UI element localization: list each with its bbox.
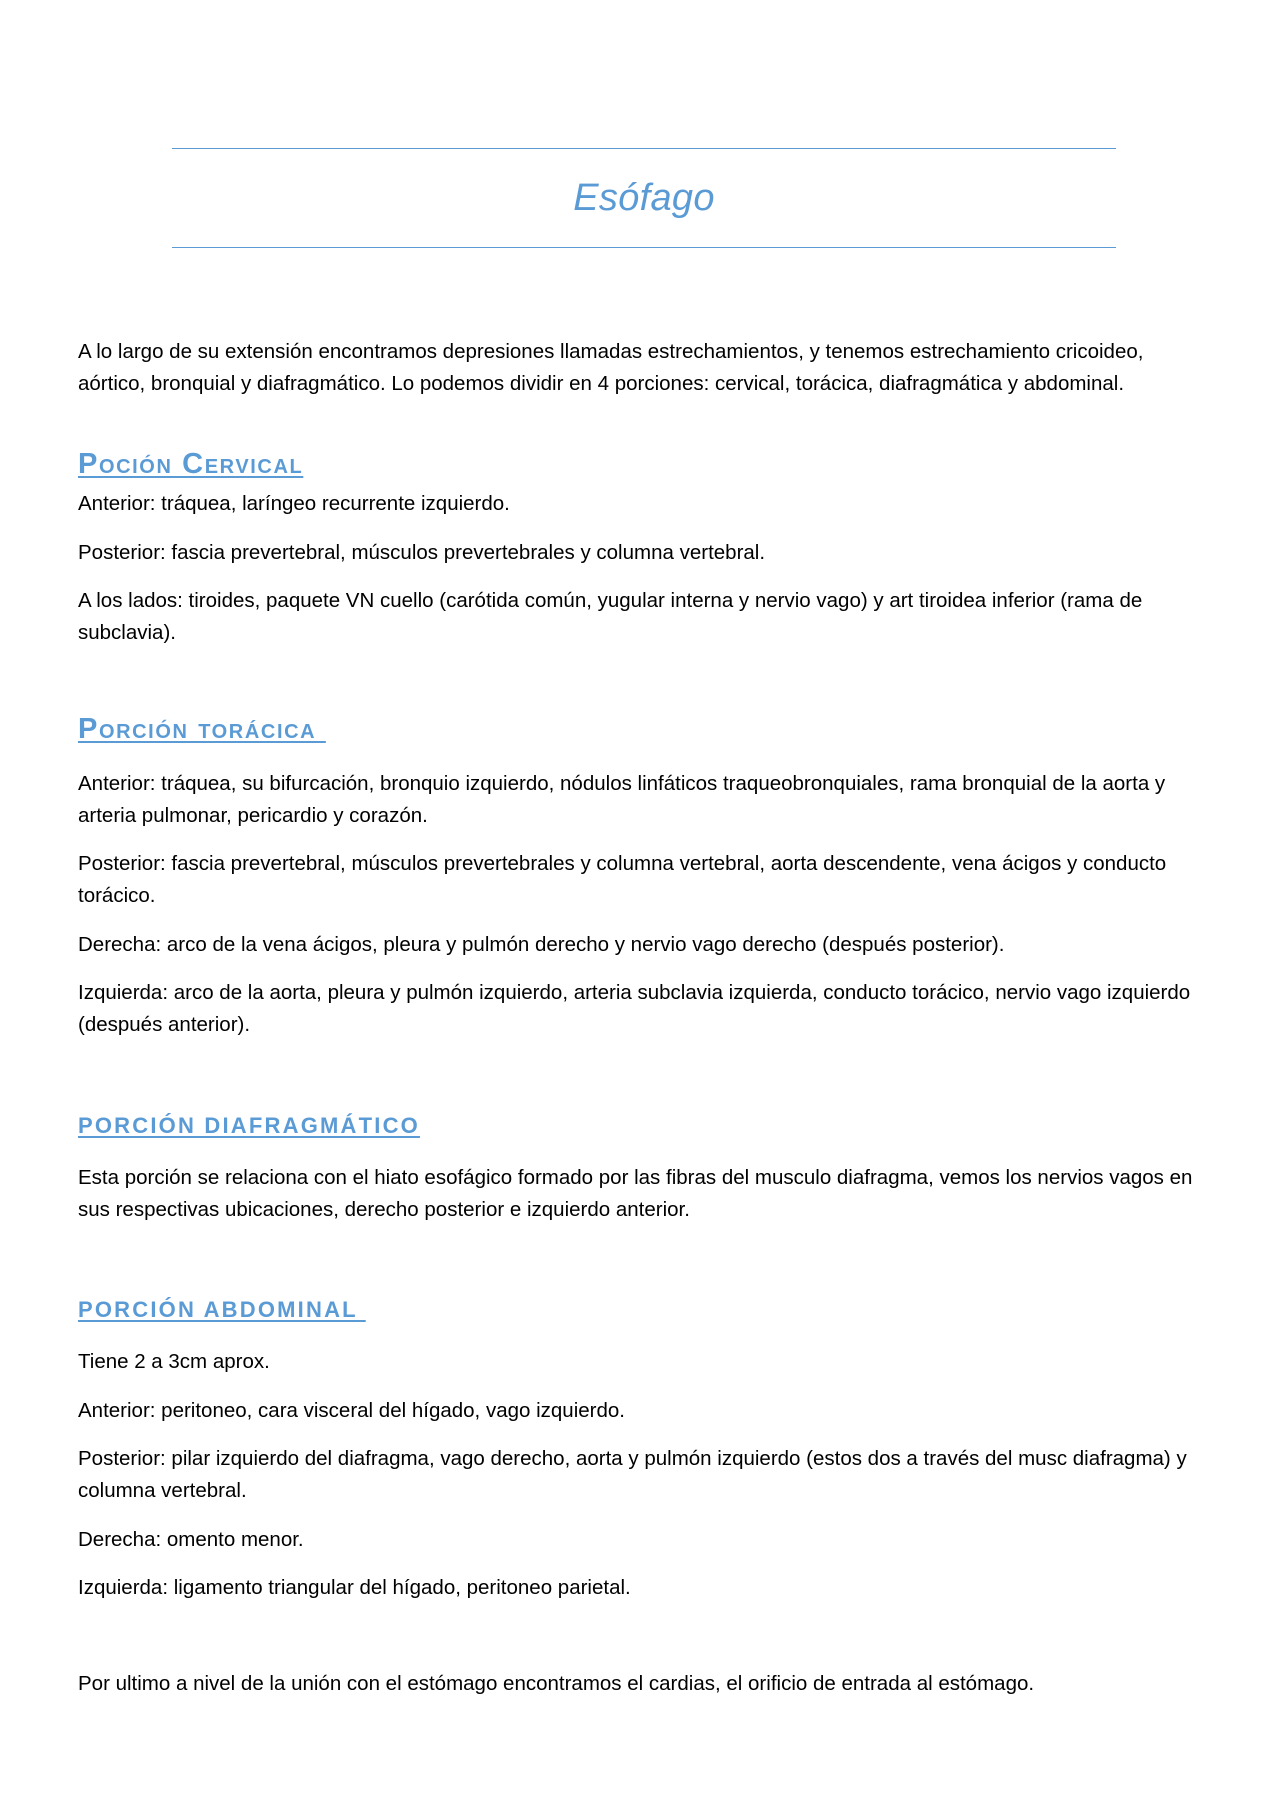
- abdominal-izquierda: Izquierda: ligamento triangular del hígado, peritoneo parietal.: [78, 1576, 631, 1599]
- abdominal-anterior: Anterior: peritoneo, cara visceral del hígado, vago izquierdo.: [78, 1399, 625, 1422]
- section-heading-cervical: Poción Cervical: [78, 448, 304, 480]
- toracica-anterior: Anterior: tráquea, su bifurcación, bronquio izquierdo, nódulos linfáticos traqueobronquiales, rama bronquial de la aorta y arteria pulmonar, pericardio y corazón.: [78, 772, 1166, 827]
- abdominal-derecha: Derecha: omento menor.: [78, 1528, 304, 1551]
- cervical-anterior: Anterior: tráquea, laríngeo recurrente izquierdo.: [78, 492, 510, 515]
- intro-paragraph: A lo largo de su extensión encontramos depresiones llamadas estrechamientos, y tenemos estrechamiento cricoideo, aórtico, bronquial y diafragmático. Lo podemos dividir en 4 porciones: cervical, torácica, diafragmática y abdominal.: [78, 340, 1144, 395]
- cervical-lados: A los lados: tiroides, paquete VN cuello (carótida común, yugular interna y nervio vago) y art tiroidea inferior (rama de subclavia).: [78, 589, 1143, 644]
- section-heading-abdominal: PORCIÓN ABDOMINAL: [78, 1297, 366, 1322]
- abdominal-posterior: Posterior: pilar izquierdo del diafragma, vago derecho, aorta y pulmón izquierdo (estos dos a través del musc diafragma) y columna vertebral.: [78, 1447, 1187, 1502]
- toracica-derecha: Derecha: arco de la vena ácigos, pleura y pulmón derecho y nervio vago derecho (después posterior).: [78, 933, 1005, 956]
- toracica-izquierda: Izquierda: arco de la aorta, pleura y pulmón izquierdo, arteria subclavia izquierda, conducto torácico, nervio vago izquierdo (después anterior).: [78, 981, 1191, 1036]
- abdominal-longitud: Tiene 2 a 3cm aprox.: [78, 1350, 270, 1373]
- closing-paragraph: Por ultimo a nivel de la unión con el estómago encontramos el cardias, el orificio de entrada al estómago.: [78, 1672, 1035, 1695]
- cervical-posterior: Posterior: fascia prevertebral, músculos prevertebrales y columna vertebral.: [78, 541, 766, 564]
- toracica-posterior: Posterior: fascia prevertebral, músculos prevertebrales y columna vertebral, aorta descendente, vena ácigos y conducto torácico.: [78, 852, 1167, 907]
- section-heading-diafragmatico: PORCIÓN DIAFRAGMÁTICO: [78, 1113, 420, 1138]
- diafragmatico-text: Esta porción se relaciona con el hiato esofágico formado por las fibras del musculo diafragma, vemos los nervios vagos en sus respectivas ubicaciones, derecho posterior e izquierdo anterior.: [78, 1166, 1193, 1221]
- page-title: Esófago: [573, 176, 715, 219]
- title-block: [172, 148, 1116, 248]
- section-heading-toracica: Porción torácica: [78, 713, 326, 745]
